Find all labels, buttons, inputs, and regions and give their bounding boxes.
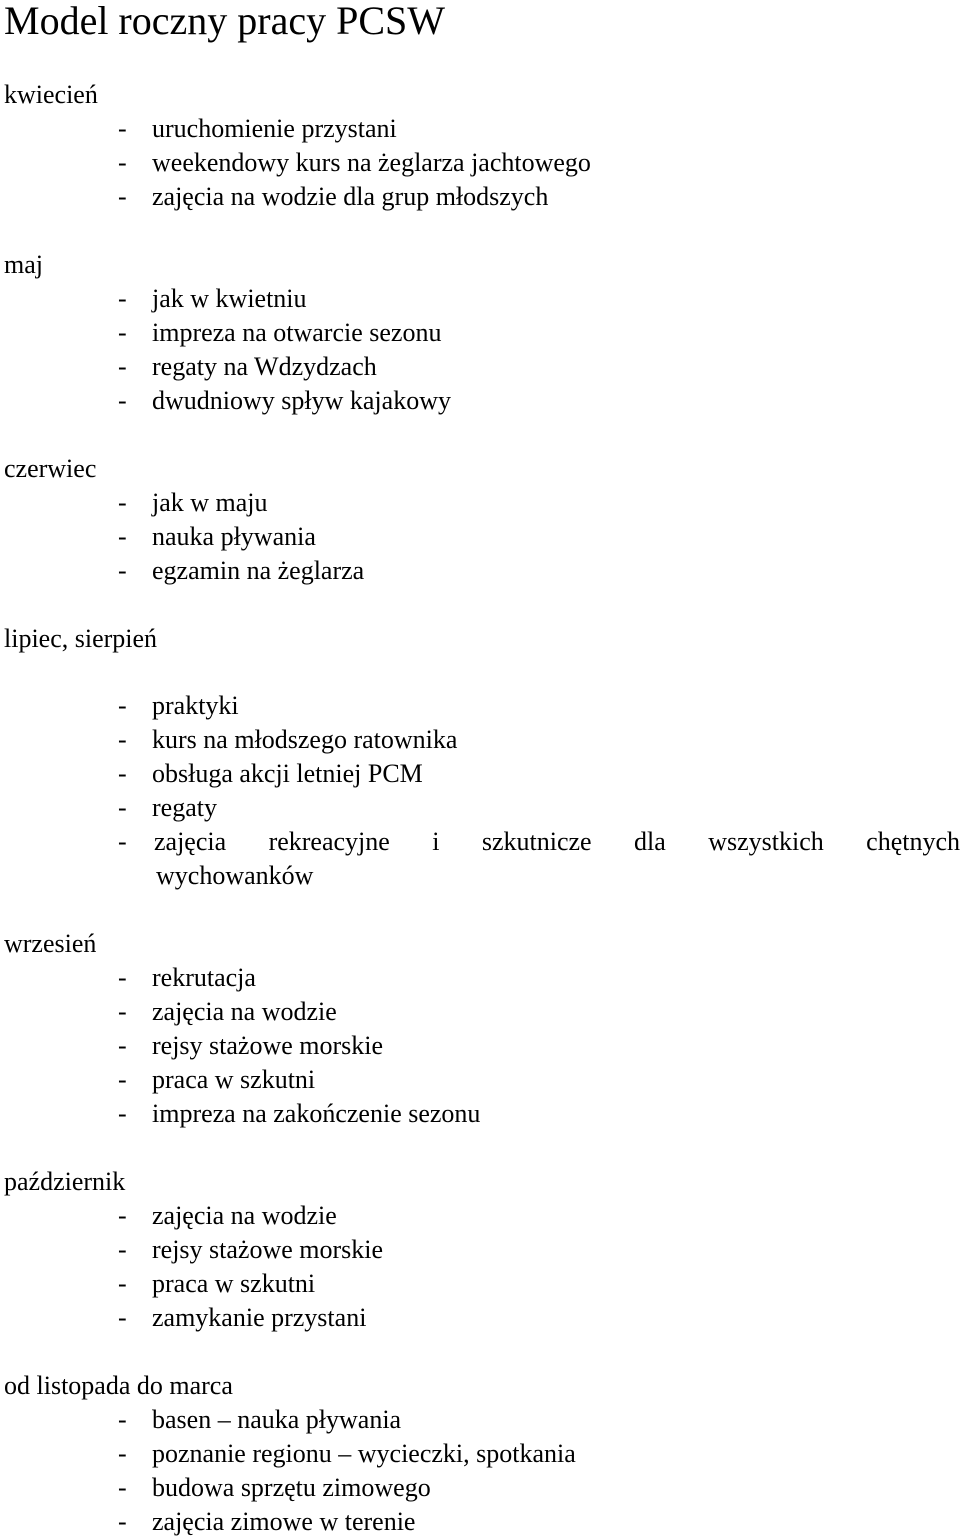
month-heading-october: październik	[4, 1167, 126, 1196]
list-item	[118, 350, 377, 384]
month-heading-november-march: od listopada do marca	[4, 1371, 233, 1400]
list-dash: -	[118, 963, 127, 992]
list-dash: -	[118, 148, 127, 177]
list-dash: -	[118, 488, 127, 517]
list-item-text-continuation: wychowanków	[156, 861, 314, 890]
list-dash: -	[118, 522, 127, 551]
list-item-text: regaty	[152, 793, 217, 822]
list-dash: -	[118, 284, 127, 313]
list-dash: -	[118, 1065, 127, 1094]
list-dash: -	[118, 1473, 127, 1502]
list-item-text: praktyki	[152, 691, 239, 720]
list-item	[118, 1233, 383, 1267]
month-heading-april: kwiecień	[4, 80, 98, 109]
list-item-text: uruchomienie przystani	[152, 114, 397, 143]
list-dash: -	[118, 1303, 127, 1332]
list-item	[118, 1063, 315, 1097]
list-item	[118, 961, 256, 995]
list-item	[118, 520, 316, 554]
list-item	[118, 1437, 576, 1471]
list-item	[118, 1199, 337, 1233]
list-item-text: zajęcia rekreacyjne i szkutnicze dla wszystkich chętnych	[154, 827, 960, 856]
month-heading-july-august: lipiec, sierpień	[4, 624, 158, 653]
list-item	[118, 723, 457, 757]
list-dash: -	[118, 1235, 127, 1264]
list-item	[118, 1029, 383, 1063]
list-dash: -	[118, 1099, 127, 1128]
list-item	[118, 112, 397, 146]
list-item-text: regaty na Wdzydzach	[152, 352, 377, 381]
list-dash: -	[118, 182, 127, 211]
list-dash: -	[118, 1439, 127, 1468]
list-item	[118, 316, 441, 350]
list-item	[118, 757, 423, 791]
month-heading-may: maj	[4, 250, 43, 279]
list-item-text: dwudniowy spływ kajakowy	[152, 386, 451, 415]
list-dash: -	[118, 386, 127, 415]
list-dash: -	[118, 793, 127, 822]
list-item	[118, 384, 451, 418]
list-item-text: nauka pływania	[152, 522, 316, 551]
list-item	[118, 486, 268, 520]
list-item-text: egzamin na żeglarza	[152, 556, 365, 585]
list-item-text: weekendowy kurs na żeglarza jachtowego	[152, 148, 591, 177]
list-item	[118, 995, 337, 1029]
list-item-text: zajęcia na wodzie	[152, 1201, 337, 1230]
list-item-text: jak w maju	[152, 488, 268, 517]
list-item-text: rejsy stażowe morskie	[152, 1031, 384, 1060]
list-item-text: budowa sprzętu zimowego	[152, 1473, 431, 1502]
list-item	[118, 180, 548, 214]
list-dash: -	[118, 318, 127, 347]
list-item	[118, 1505, 415, 1539]
list-item	[118, 1267, 315, 1301]
month-heading-june: czerwiec	[4, 454, 97, 483]
list-item	[118, 791, 217, 825]
list-item	[118, 282, 307, 316]
list-item	[118, 1301, 366, 1335]
list-dash: -	[118, 997, 127, 1026]
list-dash: -	[118, 1269, 127, 1298]
list-item-text: zamykanie przystani	[152, 1303, 367, 1332]
list-item-text: zajęcia na wodzie	[152, 997, 337, 1026]
list-item-text: basen – nauka pływania	[152, 1405, 402, 1434]
list-item-text: impreza na otwarcie sezonu	[152, 318, 442, 347]
list-item-text: poznanie regionu – wycieczki, spotkania	[152, 1439, 576, 1468]
list-dash: -	[118, 827, 127, 856]
list-dash: -	[118, 1405, 127, 1434]
list-item-text: kurs na młodszego ratownika	[152, 725, 458, 754]
list-item-text: zajęcia zimowe w terenie	[152, 1507, 416, 1536]
list-dash: -	[118, 114, 127, 143]
list-item	[118, 1097, 480, 1131]
list-dash: -	[118, 691, 127, 720]
list-item	[118, 554, 364, 588]
list-item-text: rejsy stażowe morskie	[152, 1235, 384, 1264]
list-item	[118, 146, 591, 180]
list-dash: -	[118, 759, 127, 788]
list-item-text: jak w kwietniu	[152, 284, 307, 313]
page-title: Model roczny pracy PCSW	[4, 0, 446, 43]
list-item-text: impreza na zakończenie sezonu	[152, 1099, 481, 1128]
month-heading-september: wrzesień	[4, 929, 97, 958]
list-item-text: rekrutacja	[152, 963, 256, 992]
list-dash: -	[118, 1031, 127, 1060]
list-dash: -	[118, 725, 127, 754]
list-dash: -	[118, 556, 127, 585]
list-item	[118, 1403, 401, 1437]
list-item-text: praca w szkutni	[152, 1065, 316, 1094]
list-item-text: praca w szkutni	[152, 1269, 316, 1298]
list-item	[118, 689, 239, 723]
list-dash: -	[118, 1507, 127, 1536]
list-dash: -	[118, 1201, 127, 1230]
list-dash: -	[118, 352, 127, 381]
list-item-text: obsługa akcji letniej PCM	[152, 759, 423, 788]
list-item-text: zajęcia na wodzie dla grup młodszych	[152, 182, 549, 211]
list-item	[118, 1471, 431, 1505]
